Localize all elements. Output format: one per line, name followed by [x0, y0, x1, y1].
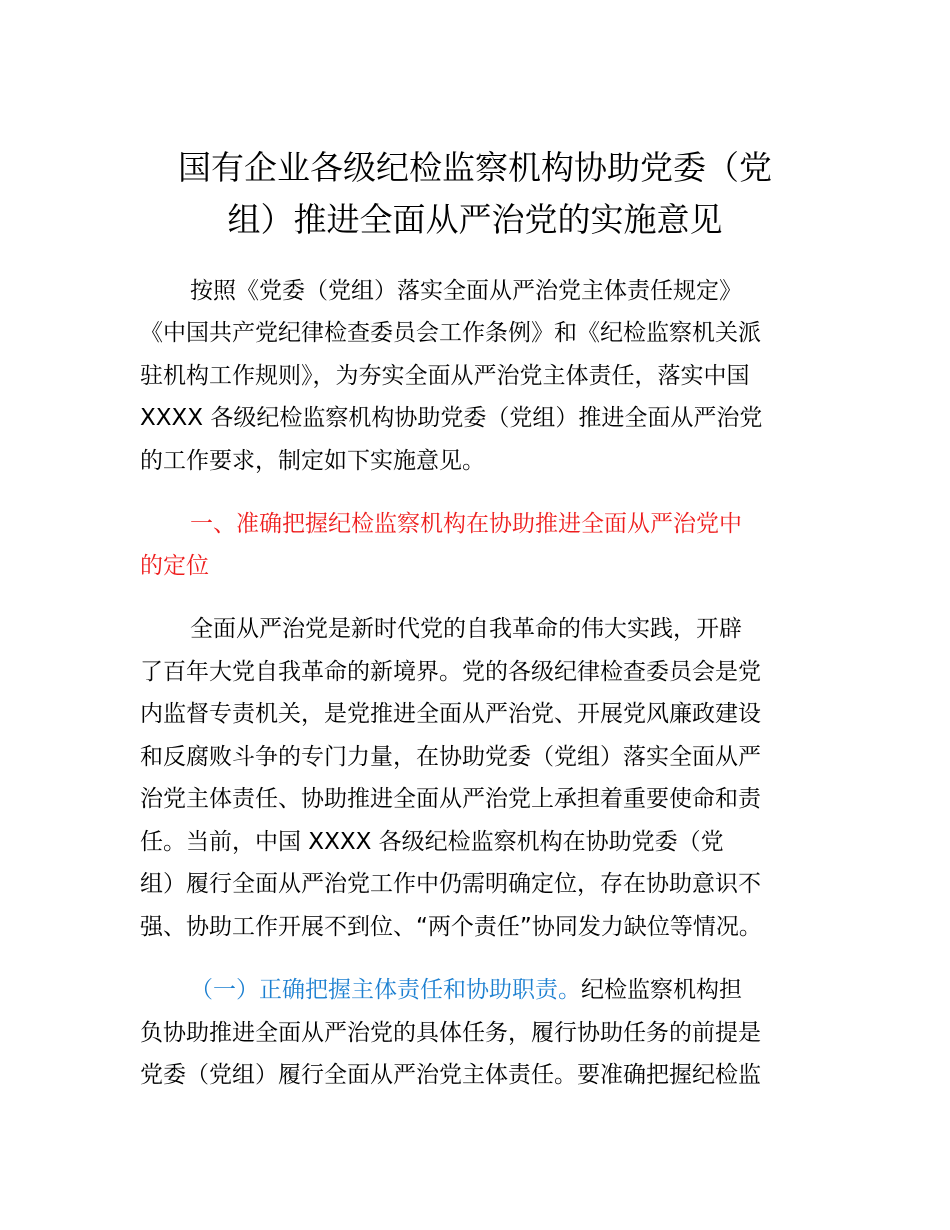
intro-line-1: 按照《党委（党组）落实全面从严治党主体责任规定》 — [190, 278, 742, 304]
section-1-heading-line-1: 一、准确把握纪检监察机构在协助推进全面从严治党中 — [190, 511, 742, 537]
section-1-para-line-8: 强、协助工作开展不到位、“两个责任”协同发力缺位等情况。 — [140, 914, 762, 940]
title-line-2: 组）推进全面从严治党的实施意见 — [227, 200, 723, 239]
intro-line-4: XXXX 各级纪检监察机构协助党委（党组）推进全面从严治党 — [140, 405, 763, 431]
section-1-para-line-7: 组）履行全面从严治党工作中仍需明确定位，存在协助意识不 — [140, 871, 761, 897]
subsection-1-first-line — [190, 975, 742, 1005]
section-1-para-line-2: 了百年大党自我革命的新境界。党的各级纪律检查委员会是党 — [140, 659, 761, 685]
intro-line-5: 的工作要求，制定如下实施意见。 — [140, 448, 485, 474]
document-title — [140, 142, 810, 246]
section-1-heading-line-2: 的定位 — [140, 553, 209, 579]
subsection-1-line-2: 负协助推进全面从严治党的具体任务，履行协助任务的前提是 — [140, 1020, 761, 1046]
intro-line-3: 驻机构工作规则》，为夯实全面从严治党主体责任，落实中国 — [140, 363, 750, 389]
subsection-1-first-line-text: 纪检监察机构担 — [581, 977, 742, 1003]
section-1-para-line-1: 全面从严治党是新时代党的自我革命的伟大实践，开辟 — [190, 616, 742, 642]
title-line-1: 国有企业各级纪检监察机构协助党委（党 — [178, 148, 772, 187]
section-1-para-line-5: 治党主体责任、协助推进全面从严治党上承担着重要使命和责 — [140, 786, 761, 812]
section-1-para-line-4: 和反腐败斗争的专门力量，在协助党委（党组）落实全面从严 — [140, 744, 761, 770]
section-1-para-line-3: 内监督专责机关，是党推进全面从严治党、开展党风廉政建设 — [140, 701, 761, 727]
section-1-para-line-6: 任。当前，中国 XXXX 各级纪检监察机构在协助党委（党 — [140, 829, 724, 855]
subsection-1-line-3: 党委（党组）履行全面从严治党主体责任。要准确把握纪检监 — [140, 1062, 761, 1088]
subsection-1-heading: （一）正确把握主体责任和协助职责。 — [190, 977, 581, 1003]
intro-line-2: 《中国共产党纪律检查委员会工作条例》和《纪检监察机关派 — [140, 320, 761, 346]
